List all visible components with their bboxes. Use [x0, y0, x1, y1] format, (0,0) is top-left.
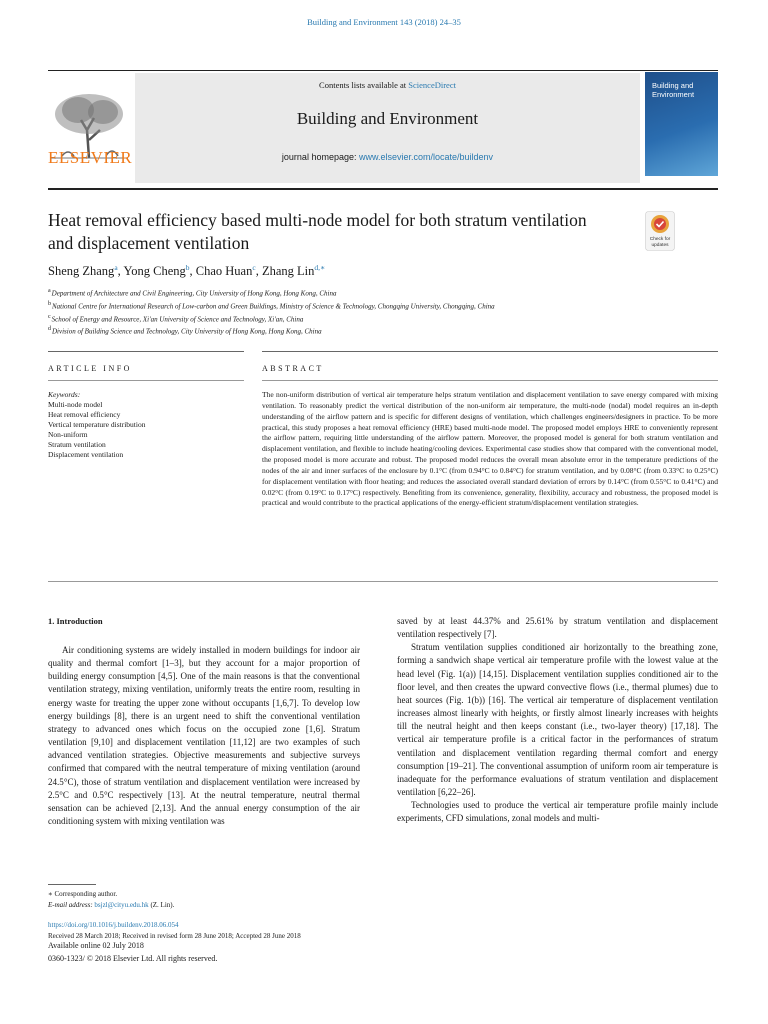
- svg-text:Check for: Check for: [649, 237, 671, 242]
- affiliation-item: [48, 299, 688, 312]
- body-right-column: [397, 615, 718, 826]
- affiliation-text: National Centre for International Research of Low-carbon and Green Buildings, Ministry of Science & Technology, Chongqing University, Chongqing, China: [52, 302, 495, 311]
- copyright-line: 0360-1323/ © 2018 Elsevier Ltd. All rights reserved.: [48, 954, 218, 963]
- author-name: Zhang Lin: [261, 264, 315, 279]
- elsevier-wordmark: ELSEVIER: [48, 148, 133, 167]
- abstract-heading: ABSTRACT: [262, 364, 324, 373]
- doi-link[interactable]: https://doi.org/10.1016/j.buildenv.2018.06.054: [48, 921, 179, 929]
- email-line: [48, 900, 368, 911]
- body-paragraph: Technologies used to produce the vertical air temperature profile mainly include experiments, CFD simulations, zonal models and multi-: [397, 800, 718, 824]
- corresponding-author-note: ∗ Corresponding author.: [48, 890, 118, 898]
- check-for-updates-badge-icon[interactable]: [645, 211, 675, 251]
- journal-reference[interactable]: Building and Environment 143 (2018) 24–35: [307, 17, 461, 27]
- header-bottom-rule: [48, 188, 718, 190]
- cover-title-line-1: Building and: [652, 81, 694, 90]
- affiliation-mark: c: [48, 313, 51, 320]
- cover-title: [652, 82, 716, 99]
- author-affiliation-mark[interactable]: a: [114, 263, 118, 272]
- cover-title-line-2: Environment: [652, 89, 695, 99]
- keywords-block: [48, 390, 244, 460]
- svg-text:updates: updates: [651, 243, 669, 248]
- homepage-prefix: journal homepage:: [281, 152, 359, 162]
- affiliation-mark: b: [48, 300, 51, 307]
- body-paragraph: saved by at least 44.37% and 25.61% by stratum ventilation and displacement ventilation respectively [7].: [397, 616, 718, 640]
- keywords-label: Keywords:: [48, 390, 81, 399]
- body-paragraph: Air conditioning systems are widely installed in modern buildings for indoor air quality and thermal comfort [1–3], but they account for a major proportion of building energy consumption [4,5]. One of the main reasons is that the conventional ventilation strategy, mixing ventilation, uniformly treats the entire room, resulting in energy waste for treating the upper zone without occupants [1,6,7]. To develop low energy buildings [8], there is an urgent need to shift the conventional ventilation strategy to advanced ones which focus on the occupied zone [1,6]. Stratum ventilation [9,10] and displacement ventilation [11,12] are two examples of such advanced ventilation strategies. Objective measurements and subjective surveys confirmed that compared with the neutral temperature of mixing ventilation (around 24.5°C), those of stratum ventilation and displacement ventilation were increased by 2.5°C and 0.5°C respectively [13]. At the neutral temperature, neutral thermal sensation can be achieved [2,13]. And the annual energy consumption of the air conditioning system with mixing ventilation was: [48, 645, 360, 827]
- footnote: [48, 889, 368, 910]
- footnote-rule: [48, 884, 96, 885]
- abstract-bottom-rule: [48, 581, 718, 582]
- article-info-rule: [48, 380, 244, 381]
- keyword: Stratum ventilation: [48, 440, 106, 449]
- journal-title: Building and Environment: [296, 109, 479, 128]
- header-top-rule: [48, 70, 718, 71]
- author-affiliation-mark[interactable]: b: [185, 263, 190, 272]
- affiliation-item: [48, 312, 688, 325]
- paper-title: Heat removal efficiency based multi-node model for both stratum ventilation and displacement ventilation: [48, 210, 587, 253]
- journal-homepage-line: [135, 152, 640, 162]
- abstract-rule: [262, 380, 718, 381]
- affiliation-text: Division of Building Science and Technology, City University of Hong Kong, Hong Kong, China: [52, 327, 322, 336]
- sciencedirect-link[interactable]: ScienceDirect: [408, 80, 456, 90]
- author-name: Yong Cheng: [123, 264, 186, 279]
- affiliation-item: [48, 324, 688, 337]
- abstract-text: The non-uniform distribution of vertical air temperature helps stratum ventilation and displacement ventilation to save energy compared with mixing ventilation. To reasonably predict the vertical distribution of the non-uniform air temperature, the multi-node (nodal) model requires an in-depth understanding of the airflow pattern and is specific for different designs of ventilation, which challenges engineers/designers in practice. To be more practical, this study proposes a heat removal efficiency (HRE) based multi-node model. The proposed model employs HRE to conveniently represent the airflow pattern, requiring little understanding of the airflow pattern. Moreover, the proposed model is general for both stratum ventilation and displacement ventilation, and flexible to include heating/cooling devices. Experimental case studies show that compared with the conventional model, the proposed model is more accurate and robust. The proposed model reduces the overall mean absolute error in the temperature predictions of the nodes of the air and inner surfaces of the enclosure by 0.1°C (from 0.94°C to 0.84°C) for stratum ventilation, and by 0.08°C (from 0.33°C to 0.25°C) for displacement ventilation with floor heating; and reduces the associated overall standard deviation of errors by 0.14°C (from 0.55°C to 0.41°C) and 0.02°C (from 0.19°C to 0.17°C) respectively. Benefiting from its convenience, generality, flexibility, accuracy and robustness, the proposed model is practical and would contribute to the practical applications of the energy-efficient stratum/displacement ventilation strategies.: [262, 390, 718, 508]
- affiliation-text: School of Energy and Resource, Xi'an University of Science and Technology, Xi'an, China: [51, 314, 304, 323]
- author-name: Sheng Zhang: [48, 264, 115, 279]
- keyword: Multi-node model: [48, 400, 103, 409]
- keyword: Vertical temperature distribution: [48, 420, 146, 429]
- author-affiliation-mark[interactable]: d,∗: [314, 263, 326, 272]
- contents-lists-line: [135, 80, 640, 90]
- keyword: Displacement ventilation: [48, 450, 124, 459]
- author-list: Sheng Zhang$^a$, Yong Cheng$^b$, Chao Huan$^c$, Zhang Lin$^{d,∗}$: [48, 263, 326, 279]
- received-dates: Received 28 March 2018; Received in revised form 28 June 2018; Accepted 28 June 2018: [48, 932, 301, 940]
- author-affiliation-mark[interactable]: c: [252, 263, 256, 272]
- affiliation-item: [48, 286, 688, 299]
- keyword: Non-uniform: [48, 430, 88, 439]
- section-heading: 1. Introduction: [48, 616, 103, 626]
- article-info-heading: ARTICLE INFO: [48, 364, 132, 373]
- article-info-top-rule: [48, 351, 244, 352]
- email-label: E-mail address:: [48, 900, 95, 909]
- author-name: Chao Huan: [195, 264, 253, 279]
- body-left-column: [48, 644, 360, 828]
- affiliation-text: Department of Architecture and Civil Engineering, City University of Hong Kong, Hong Kong, China: [51, 289, 337, 298]
- email-link[interactable]: bsjzl@cityu.edu.hk: [94, 900, 149, 909]
- contents-prefix: Contents lists available at: [319, 80, 409, 90]
- abstract-top-rule: [262, 351, 718, 352]
- email-suffix: (Z. Lin).: [148, 900, 175, 909]
- affiliation-list: [48, 286, 688, 337]
- affiliation-mark: d: [48, 326, 51, 333]
- affiliation-mark: a: [48, 288, 51, 294]
- available-online: Available online 02 July 2018: [48, 941, 144, 950]
- homepage-link[interactable]: www.elsevier.com/locate/buildenv: [358, 152, 494, 162]
- body-paragraph: Stratum ventilation supplies conditioned air horizontally to the breathing zone, forming a sandwich shape vertical air temperature profile with the lowest value at the head level (Fig. 1(a)) [14,15]. Displacement ventilation supplies conditioned air to the floor level, and then creates the upward convective flows (i.e., thermal plumes) due to heat sources (Fig. 1(b)) [16]. The vertical air temperature of displacement ventilation increases almost linearly with heights, or firstly almost linearly increases with heights till the neutral height and then keeps constant (i.e., two-layer theory) [17,18]. The vertical air temperature profile is a critical factor in the performances of stratum ventilation and displacement ventilation regarding thermal comfort and energy consumption [19–21]. The conventional assumption of uniform room air temperature is inadequate for the performance evaluations of stratum ventilation and displacement ventilation [6,22–26].: [397, 642, 718, 798]
- keyword: Heat removal efficiency: [48, 410, 121, 419]
